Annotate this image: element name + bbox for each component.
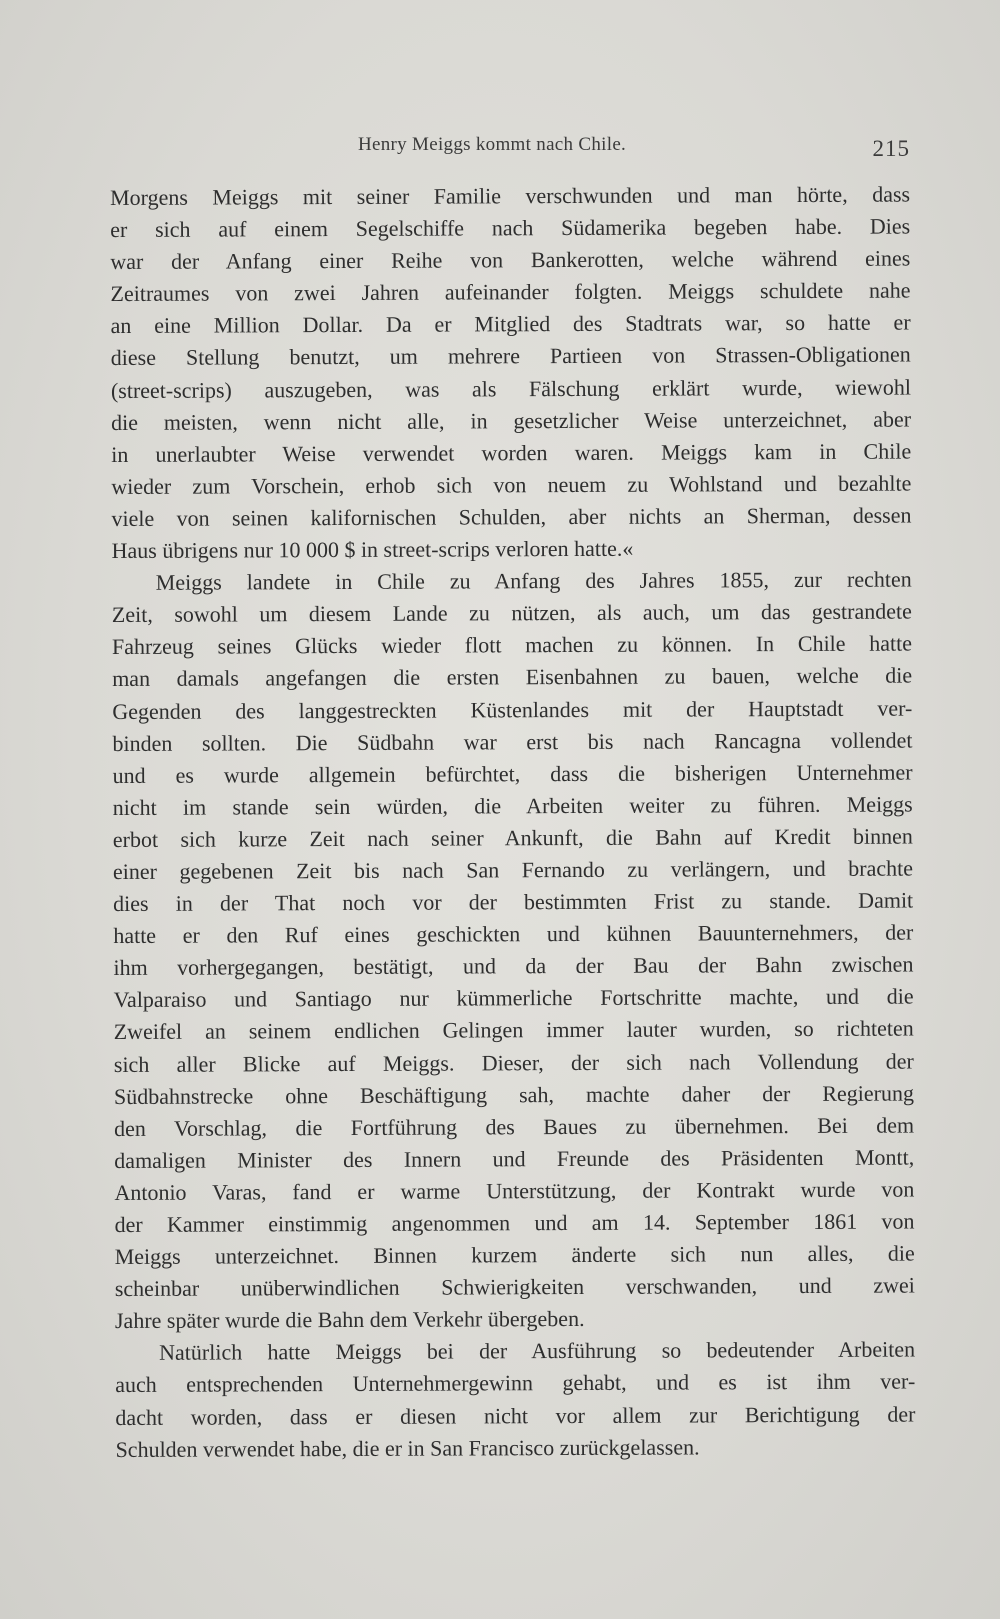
text-line: binden sollten. Die Südbahn war erst bis nach Rancagna vollendet [112,727,913,756]
text-line: und es wurde allgemein befürchtet, dass die bisherigen Unternehmer [112,759,913,788]
text-line: Zeitraumes von zwei Jahren aufeinander folgten. Meiggs schuldete nahe [110,277,911,307]
text-line: diese Stellung benutzt, um mehrere Partieen von Strassen-Obligationen [110,341,911,371]
text-line: wieder zum Vorschein, erhob sich von neuem zu Wohlstand und bezahlte [111,470,912,499]
text-line: nicht im stande sein würden, die Arbeiten weiter zu führen. Meiggs [112,791,913,820]
text-line: Morgens Meiggs mit seiner Familie verschwunden und man hörte, dass [110,181,911,210]
text-line: er sich auf einem Segelschiffe nach Südamerika begeben habe. Dies [110,213,911,243]
text-line: Natürlich hatte Meiggs bei der Ausführung so bedeutender Arbeiten [159,1336,916,1366]
text-line: damaligen Minister des Innern und Freunde des Präsidenten Montt, [114,1144,915,1173]
text-line: Meiggs unterzeichnet. Binnen kurzem änderte sich nun alles, die [114,1240,915,1270]
text-line: Meiggs landete in Chile zu Anfang des Jahres 1855, zur rechten [155,566,912,595]
text-line: auch entsprechenden Unternehmergewinn gehabt, und es ist ihm ver- [115,1368,916,1398]
page-header [110,130,910,170]
text-line: scheinbar unüberwindlichen Schwierigkeiten verschwanden, und zwei [114,1272,915,1302]
paragraph [110,179,912,568]
text-line: erbot sich kurze Zeit nach seiner Ankunft, die Bahn auf Kredit binnen [112,823,913,852]
text-line: Jahre später wurde die Bahn dem Verkehr übergeben. [114,1306,585,1334]
text-line: den Vorschlag, die Fortführung des Baues zu übernehmen. Bei dem [114,1112,915,1141]
page-number: 215 [872,136,910,161]
text-line: sich aller Blicke auf Meiggs. Dieser, der sich nach Vollendung der [113,1048,914,1077]
text-line: ihm vorhergegangen, bestätigt, und da der Bau der Bahn zwischen [113,951,914,981]
text-line: (street-scrips) auszugeben, was als Fälschung erklärt wurde, wiewohl [110,374,911,403]
running-head: Henry Meiggs kommt nach Chile. [358,134,627,155]
text-line: einer gegebenen Zeit bis nach San Fernando zu verlängern, und brachte [112,855,914,884]
paragraph [115,1334,916,1466]
text-line: dies in der That noch vor der bestimmten Frist zu stande. Damit [113,887,914,917]
text-line: die meisten, wenn nicht alle, in gesetzlicher Weise unterzeichnet, aber [110,406,912,435]
text-line: Haus übrigens nur 10 000 $ in street-scrips verloren hatte.« [111,535,634,564]
text-line: Schulden verwendet habe, die er in San Francisco zurückgelassen. [115,1434,700,1462]
text-line: Valparaiso und Santiago nur kümmerliche Fortschritte machte, und die [113,983,914,1013]
text-line: in unerlaubter Weise verwendet worden waren. Meiggs kam in Chile [111,438,912,467]
text-line: Südbahnstrecke ohne Beschäftigung sah, machte daher der Regierung [113,1080,915,1109]
text-line: Gegenden des langgestreckten Küstenlandes mit der Hauptstadt ver- [112,695,913,724]
text-line: dacht worden, dass er diesen nicht vor allem zur Berichtigung der [115,1401,916,1430]
text-line: der Kammer einstimmig angenommen und am 14. September 1861 von [114,1208,915,1237]
text-line: Antonio Varas, fand er warme Unterstützung, der Kontrakt wurde von [114,1176,915,1205]
text-line: Fahrzeug seines Glücks wieder flott machen zu können. In Chile hatte [111,630,913,660]
text-line: an eine Million Dollar. Da er Mitglied des Stadtrats war, so hatte er [110,309,911,339]
body-text [110,179,916,1466]
text-line: Zweifel an seinem endlichen Gelingen immer lauter wurden, so richteten [113,1015,914,1045]
text-line: Zeit, sowohl um diesem Lande zu nützen, als auch, um das gestrandete [111,598,912,628]
paragraph [112,564,915,1338]
text-line: war der Anfang einer Reihe von Bankerotten, welche während eines [110,245,911,275]
text-line: viele von seinen kalifornischen Schulden, aber nichts an Sherman, dessen [111,502,912,531]
text-line: man damals angefangen die ersten Eisenbahnen zu bauen, welche die [112,662,913,692]
text-line: hatte er den Ruf eines geschickten und kühnen Bauunternehmers, der [113,919,914,949]
